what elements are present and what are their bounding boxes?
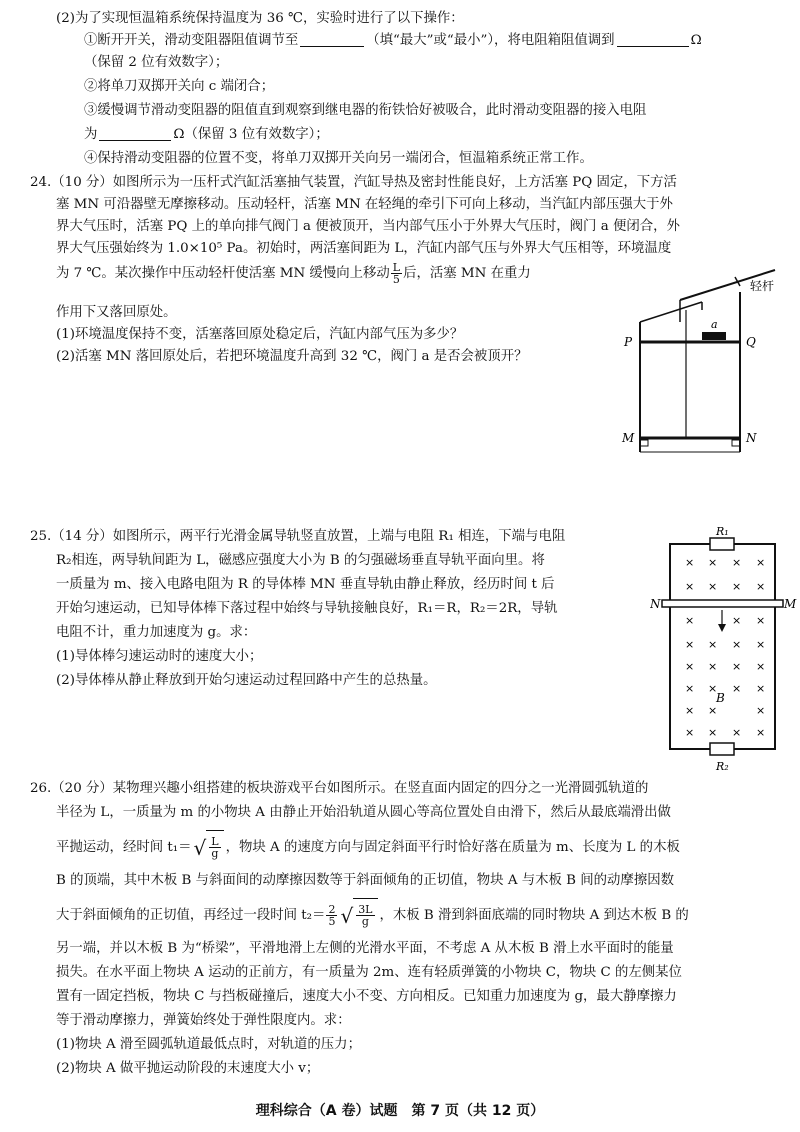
fraction-denominator: g <box>211 847 219 860</box>
fraction-denominator: g <box>361 915 369 928</box>
field-cross-icon: × <box>685 580 695 593</box>
q24-piston-figure <box>610 262 800 462</box>
q24-sub1: (1)环境温度保持不变，活塞落回原处稳定后，汽缸内部气压为多少？ <box>56 327 464 342</box>
sqrt-3l-over-g: √ $\frac{3L}{g}$ <box>340 898 377 933</box>
label-m: M <box>784 597 797 611</box>
conductor-rod <box>662 600 783 607</box>
q26-line1: 26.（20 分）某物理兴趣小组搭建的板块游戏平台如图所示。在竖直面内固定的四分之一光滑圆弧轨道的 <box>30 781 649 796</box>
lever-label: 轻杆 <box>750 279 775 293</box>
q25-line2: R₂相连，两导轨间距为 L，磁感应强度大小为 B 的匀强磁场垂直导轨平面向里。将 <box>56 553 545 568</box>
q25-sub1: (1)导体棒匀速运动时的速度大小； <box>56 649 263 664</box>
field-cross-icon: × <box>708 580 718 593</box>
q24-line5-text-b: 后，活塞 MN 在重力 <box>403 266 531 281</box>
q25-line1: 25.（14 分）如图所示，两平行光滑金属导轨竖直放置，上端与电阻 R₁ 相连，下端与电阻 <box>30 529 566 544</box>
q26-line5 <box>56 898 689 933</box>
q23-step2: ②将单刀双掷开关向 c 端闭合； <box>84 79 275 94</box>
q23-step3-text-b: 为 <box>84 127 98 142</box>
field-cross-icon: × <box>732 614 742 627</box>
q25-sub2: (2)导体棒从静止释放到开始匀速运动过程回路中产生的总热量。 <box>56 673 437 688</box>
q26-line2: 半径为 L，一质量为 m 的小物块 A 由静止开始沿轨道从圆心等高位置处自由滑下，然后从最底端滑出做 <box>56 805 671 820</box>
q23-step1-text-a: ①断开开关，滑动变阻器阻值调节至 <box>84 33 299 48</box>
field-cross-icon: × <box>756 556 766 569</box>
field-cross-icon: × <box>732 682 742 695</box>
valve-label: a <box>711 318 718 331</box>
q24-line5-text-a: 为 7 ℃。某次操作中压动轻杆使活塞 MN 缓慢向上移动 <box>56 266 390 281</box>
q23-step1-note: （保留 2 位有效数字）； <box>84 55 229 70</box>
q26-line9: 等于滑动摩擦力，弹簧始终处于弹性限度内。求： <box>56 1013 351 1028</box>
field-cross-icon: × <box>732 580 742 593</box>
answer-blank <box>300 32 364 47</box>
label-n: N <box>650 597 661 611</box>
field-cross-icon: × <box>756 682 766 695</box>
label-q: Q <box>746 335 756 349</box>
field-cross-icon: × <box>732 638 742 651</box>
fraction-l-over-5 <box>391 262 402 285</box>
field-cross-icon: × <box>756 638 766 651</box>
label-r1: R₁ <box>716 525 729 538</box>
fraction-numerator: L <box>211 835 219 848</box>
fraction-2-over-5 <box>326 904 337 927</box>
field-cross-icon: × <box>708 556 718 569</box>
field-cross-icon: × <box>756 614 766 627</box>
field-cross-icon: × <box>732 556 742 569</box>
q23-part2-intro: (2)为了实现恒温箱系统保持温度为 36 ℃，实验时进行了以下操作： <box>56 11 464 26</box>
q26-line7: 损失。在水平面上物块 A 运动的正前方，有一质量为 2m、连有轻质弹簧的小物块 C，物块 C 的左侧某位 <box>56 965 682 980</box>
q23-step1-text-b: （填“最大”或“最小”），将电阻箱阻值调到 <box>366 33 615 48</box>
resistor-r2-icon <box>710 743 734 755</box>
resistor-r1-icon <box>710 538 734 550</box>
field-cross-icon: × <box>708 726 718 739</box>
q25-rail-figure <box>650 524 800 774</box>
field-cross-icon: × <box>732 726 742 739</box>
answer-blank <box>99 126 171 141</box>
label-n: N <box>746 431 757 445</box>
q25-line4: 开始匀速运动，已知导体棒下落过程中始终与导轨接触良好，R₁＝R，R₂＝2R，导轨 <box>56 601 558 616</box>
q24-line5 <box>56 262 531 285</box>
q24-line3: 界大气压时，活塞 PQ 上的单向排气阀门 a 便被顶开，当内部气压小于外界大气压时，阀门 a 便闭合，外 <box>56 219 680 234</box>
q23-step4: ④保持滑动变阻器的位置不变，将单刀双掷开关向另一端闭合，恒温箱系统正常工作。 <box>84 151 593 166</box>
q24-line4: 界大气压强始终为 1.0×10⁵ Pa。初始时，两活塞间距为 L，汽缸内部气压与外界大气压相等，环境温度 <box>56 241 672 256</box>
field-cross-icon: × <box>685 704 695 717</box>
fraction-numerator: 2 <box>328 903 336 916</box>
label-m: M <box>622 431 635 445</box>
q24-line1: 24.（10 分）如图所示为一压杆式汽缸活塞抽气装置，汽缸导热及密封性能良好，上方活塞 PQ 固定，下方活 <box>30 175 677 190</box>
field-cross-icon: × <box>685 614 695 627</box>
q26-line5-text-b: ，木板 B 滑到斜面底端的同时物块 A 到达木板 B 的 <box>379 908 689 923</box>
field-cross-icon: × <box>756 580 766 593</box>
q26-line4: B 的顶端，其中木板 B 与斜面间的动摩擦因数等于斜面倾角的正切值，物块 A 与木板 B 间的动摩擦因数 <box>56 873 674 888</box>
fraction-numerator: 3L <box>358 903 373 916</box>
q24-line2: 塞 MN 可沿器壁无摩擦移动。压动轻杆，活塞 MN 在轻绳的牵引下可向上移动，当汽缸内部压强大于外 <box>56 197 673 212</box>
fraction-numerator: L <box>392 261 401 274</box>
q26-line5-text-a: 大于斜面倾角的正切值，再经过一段时间 t₂＝ <box>56 908 326 923</box>
q24-line6: 作用下又落回原处。 <box>56 305 177 320</box>
label-p: P <box>624 335 633 349</box>
field-cross-icon: × <box>708 660 718 673</box>
label-b: B <box>716 691 725 705</box>
field-cross-icon: × <box>708 682 718 695</box>
field-cross-icon: × <box>756 726 766 739</box>
q26-line3-text-a: 平抛运动，经时间 t₁＝ <box>56 840 192 855</box>
label-r2: R₂ <box>716 760 729 773</box>
q23-step3-cont <box>84 124 329 146</box>
q25-line5: 电阻不计，重力加速度为 g。求： <box>56 625 257 640</box>
sqrt-l-over-g: √ $\frac{L}{g}$ <box>194 830 224 865</box>
q26-sub1: (1)物块 A 滑至圆弧轨道最低点时，对轨道的压力； <box>56 1037 361 1052</box>
q23-step3-text-c: Ω（保留 3 位有效数字）； <box>173 127 329 142</box>
ohm-unit: Ω <box>690 33 702 48</box>
q24-sub2: (2)活塞 MN 落回原处后，若把环境温度升高到 32 ℃，阀门 a 是否会被顶开？ <box>56 349 528 364</box>
field-cross-icon: × <box>732 660 742 673</box>
q26-line8: 置有一固定挡板，物块 C 与挡板碰撞后，速度大小不变、方向相反。已知重力加速度为 g，最大静摩擦力 <box>56 989 677 1004</box>
q26-line3 <box>56 830 680 865</box>
answer-blank <box>617 32 689 47</box>
field-cross-icon: × <box>685 638 695 651</box>
field-cross-icon: × <box>685 726 695 739</box>
page-footer: 理科综合（A 卷）试题 第 7 页（共 12 页） <box>255 1103 545 1119</box>
q26-line6: 另一端，并以木板 B 为“桥梁”，平滑地滑上左侧的光滑水平面，不考虑 A 从木板 B 滑上水平面时的能量 <box>56 941 674 956</box>
field-cross-icon: × <box>756 704 766 717</box>
field-cross-icon: × <box>685 556 695 569</box>
arrow-head-icon <box>718 624 726 632</box>
fraction-denominator: 5 <box>392 273 400 286</box>
field-cross-icon: × <box>708 638 718 651</box>
field-cross-icon: × <box>685 660 695 673</box>
fraction-denominator: 5 <box>328 915 336 928</box>
magnetic-field-crosses <box>685 556 765 739</box>
q25-line3: 一质量为 m、接入电路电阻为 R 的导体棒 MN 垂直导轨由静止释放，经历时间 t 后 <box>56 577 555 592</box>
q23-step1 <box>84 30 702 52</box>
field-cross-icon: × <box>708 704 718 717</box>
q26-line3-text-b: ，物块 A 的速度方向与固定斜面平行时恰好落在质量为 m、长度为 L 的木板 <box>225 840 680 855</box>
field-cross-icon: × <box>685 682 695 695</box>
valve-a-icon <box>702 332 726 340</box>
q26-sub2: (2)物块 A 做平抛运动阶段的末速度大小 v； <box>56 1061 320 1076</box>
q23-step3: ③缓慢调节滑动变阻器的阻值直到观察到继电器的衔铁恰好被吸合，此时滑动变阻器的接入电阻 <box>84 103 647 118</box>
field-cross-icon: × <box>756 660 766 673</box>
